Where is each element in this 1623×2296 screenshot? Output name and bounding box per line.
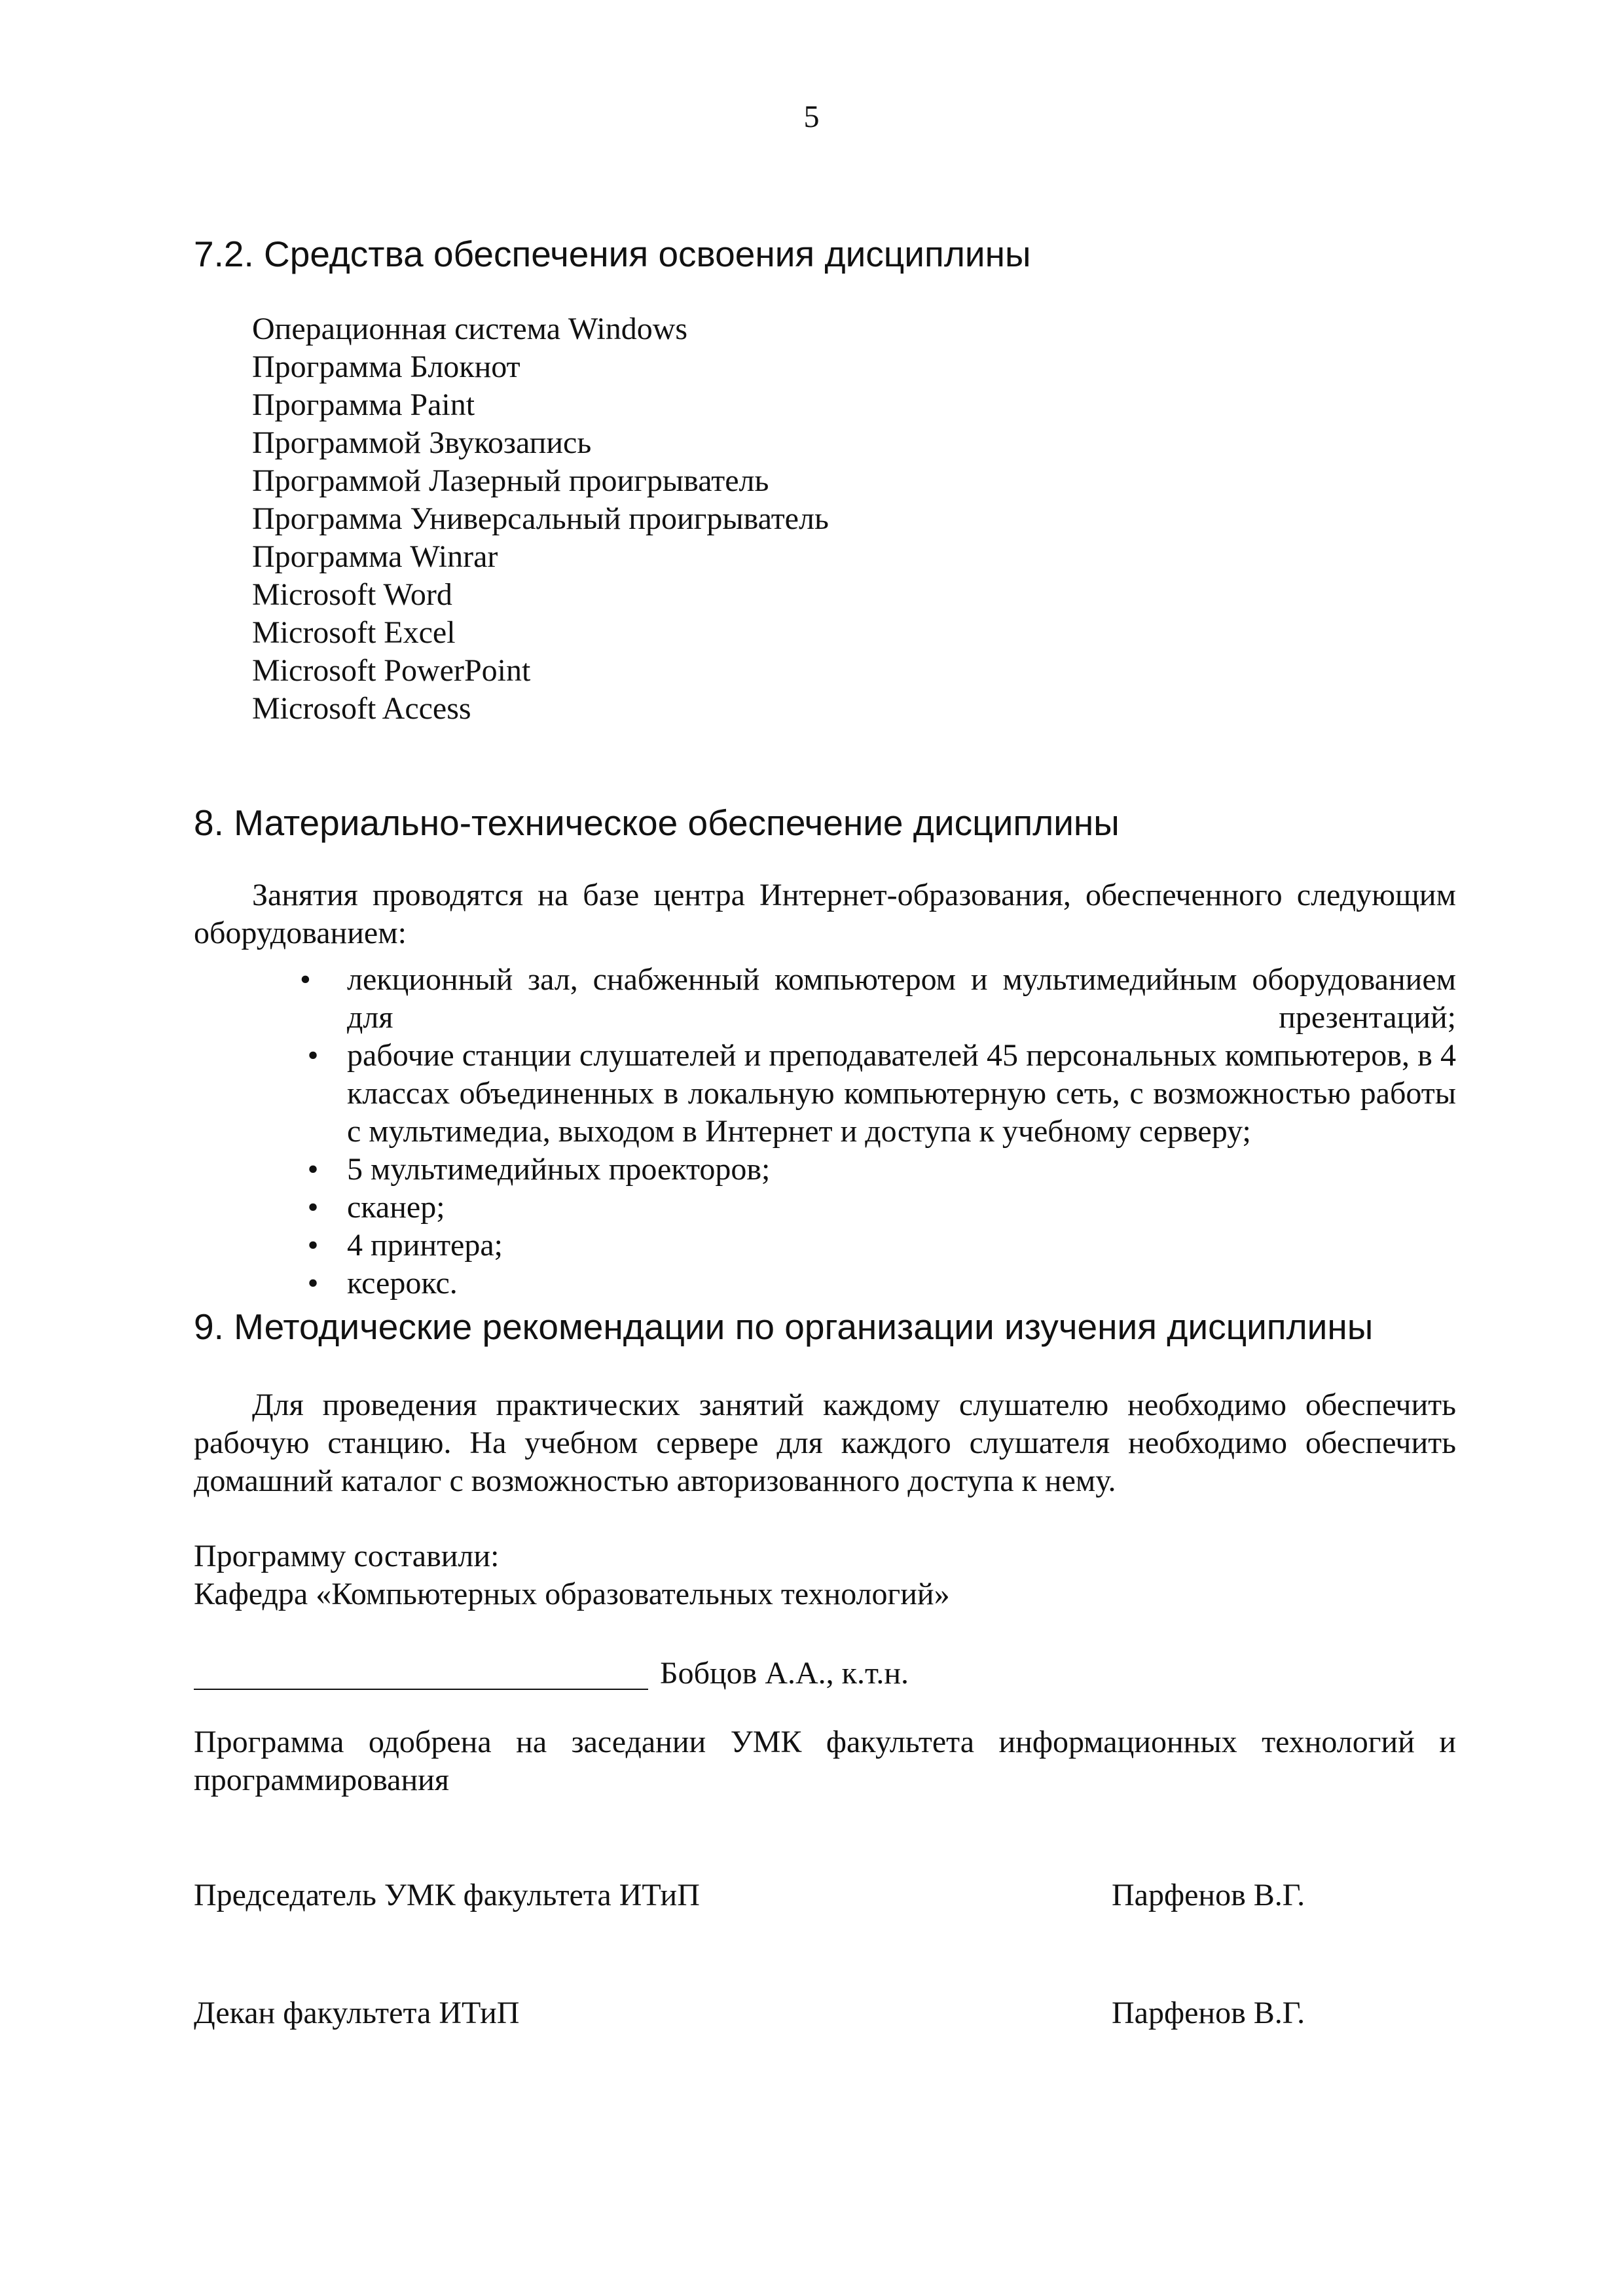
signature-role: Председатель УМК факультета ИТиП [194, 1878, 700, 1912]
section-9-heading: 9. Методические рекомендации по организации изучения дисциплины [194, 1306, 1374, 1347]
bullet-icon: • [307, 1228, 319, 1263]
bullet-icon: • [307, 1266, 319, 1300]
software-item: Программа Универсальный проигрыватель [252, 501, 829, 536]
equipment-item-text: ксерокс. [347, 1266, 458, 1300]
authors-department: Кафедра «Компьютерных образовательных технологий» [194, 1577, 950, 1611]
section-8-intro: Занятия проводятся на базе центра Интернет-образования, обеспеченного следующим оборудованием: [194, 878, 1456, 950]
software-item: Программа Paint [252, 387, 475, 422]
author-signer: Бобцов А.А., к.т.н. [660, 1656, 909, 1691]
signature-name: Парфенов В.Г. [1112, 1878, 1305, 1912]
signature-line [194, 1689, 648, 1690]
section-9-text: Для проведения практических занятий каждому слушателю необходимо обеспечить рабочую станцию. На учебном сервере для каждого слушателя необходимо обеспечить домашний каталог с возможностью авторизованного доступа к нему. [194, 1388, 1456, 1498]
software-item: Программой Звукозапись [252, 425, 592, 460]
signature-role: Декан факультета ИТиП [194, 1996, 520, 2030]
software-item: Программа Блокнот [252, 350, 520, 384]
bullet-icon: • [307, 1038, 319, 1073]
software-item: Программой Лазерный проигрыватель [252, 463, 769, 498]
equipment-list [300, 961, 1456, 1302]
equipment-item [307, 1151, 1456, 1189]
software-item: Microsoft Excel [252, 615, 456, 650]
authors-label: Программу составили: [194, 1539, 500, 1573]
software-list [252, 310, 829, 728]
software-item: Программа Winrar [252, 539, 498, 574]
equipment-item-text: сканер; [347, 1190, 445, 1225]
page-number: 5 [803, 99, 820, 134]
software-item: Microsoft Access [252, 691, 471, 726]
equipment-item-text: лекционный зал, снабженный компьютером и мультимедийным оборудованием для презентаций; [347, 962, 1456, 1035]
equipment-item-text: 4 принтера; [347, 1228, 503, 1263]
section-7-2-heading: 7.2. Средства обеспечения освоения дисциплины [194, 234, 1031, 274]
approval-text: Программа одобрена на заседании УМК факультета информационных технологий и программирования [194, 1725, 1456, 1797]
equipment-item-text: рабочие станции слушателей и преподавателей 45 персональных компьютеров, в 4 классах объединенных в локальную компьютерную сеть, с возможностью работы с мультимедиа, выходом в Интернет и доступа к учебному серверу; [347, 1038, 1456, 1149]
equipment-item [307, 1189, 1456, 1227]
bullet-icon: • [300, 962, 311, 997]
equipment-item [300, 961, 1456, 1037]
bullet-icon: • [307, 1152, 319, 1187]
software-item: Операционная система Windows [252, 312, 688, 346]
software-item: Microsoft PowerPoint [252, 653, 531, 688]
software-item: Microsoft Word [252, 577, 452, 612]
section-8-heading: 8. Материально-техническое обеспечение дисциплины [194, 802, 1120, 843]
bullet-icon: • [307, 1190, 319, 1225]
equipment-item [307, 1037, 1456, 1151]
signature-name: Парфенов В.Г. [1112, 1996, 1305, 2030]
equipment-item [307, 1227, 1456, 1265]
equipment-item-text: 5 мультимедийных проекторов; [347, 1152, 771, 1187]
equipment-item [307, 1265, 1456, 1302]
